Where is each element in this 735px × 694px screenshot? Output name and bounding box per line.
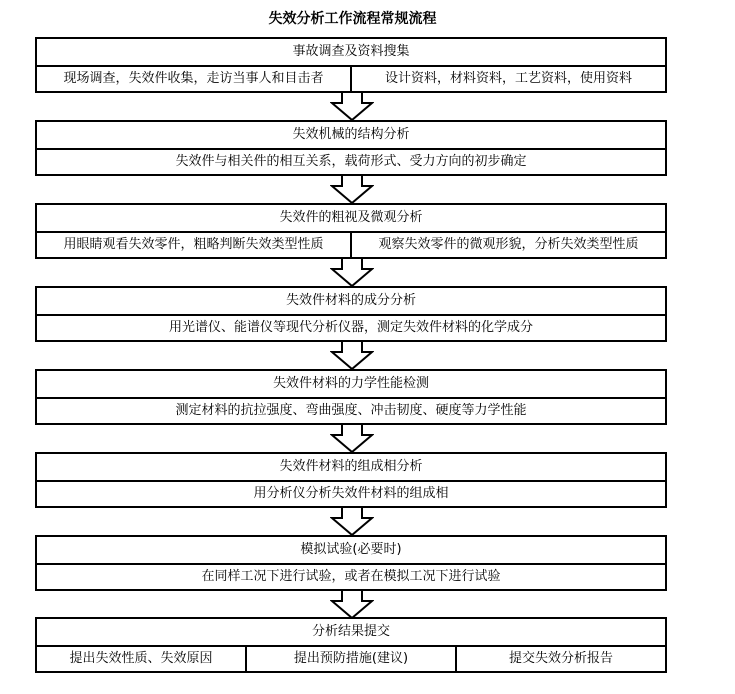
stage-detail: 提出预防措施(建议) — [245, 647, 455, 671]
stage-detail: 用光谱仪、能谱仪等现代分析仪器，测定失效件材料的化学成分 — [168, 320, 533, 335]
stage-detail-row — [37, 150, 665, 174]
stage-heading: 失效机械的结构分析 — [37, 122, 665, 150]
stage-heading: 模拟试验(必要时) — [37, 537, 665, 565]
stage-detail-row — [37, 316, 665, 340]
down-arrow-icon — [330, 506, 374, 536]
down-arrow-icon — [330, 257, 374, 287]
stage-detail-row — [37, 482, 665, 506]
stage-simulation-test — [35, 535, 667, 591]
down-arrow-icon — [330, 423, 374, 453]
stage-detail: 在同样工况下进行试验，或者在模拟工况下进行试验 — [201, 569, 501, 584]
stage-detail-row — [37, 233, 665, 257]
stage-macro-micro-analysis — [35, 203, 667, 259]
stage-heading: 失效件材料的成分分析 — [37, 288, 665, 316]
stage-detail-row — [37, 399, 665, 423]
stage-result-submission — [35, 617, 667, 673]
stage-heading: 失效件材料的力学性能检测 — [37, 371, 665, 399]
stage-detail-row — [37, 67, 665, 91]
stage-detail-row — [37, 565, 665, 589]
stage-detail: 测定材料的抗拉强度、弯曲强度、冲击韧度、硬度等力学性能 — [175, 403, 527, 418]
down-arrow-icon — [330, 589, 374, 619]
stage-detail: 用分析仪分析失效件材料的组成相 — [253, 486, 449, 501]
stage-detail: 失效件与相关件的相互关系，载荷形式、受力方向的初步确定 — [175, 154, 527, 169]
stage-mechanical-testing — [35, 369, 667, 425]
stage-heading: 分析结果提交 — [37, 619, 665, 647]
stage-heading: 失效件材料的组成相分析 — [37, 454, 665, 482]
stage-detail: 用眼睛观看失效零件，粗略判断失效类型性质 — [63, 237, 324, 252]
down-arrow-icon — [330, 91, 374, 121]
stage-composition-analysis — [35, 286, 667, 342]
stage-detail-row — [37, 647, 665, 671]
stage-investigation — [35, 37, 667, 93]
stage-detail: 提出失效性质、失效原因 — [69, 651, 213, 666]
stage-detail: 设计资料，材料资料，工艺资料，使用资料 — [350, 67, 665, 91]
stage-phase-analysis — [35, 452, 667, 508]
stage-heading: 失效件的粗视及微观分析 — [37, 205, 665, 233]
stage-detail: 现场调查，失效件收集，走访当事人和目击者 — [63, 71, 324, 86]
stage-heading: 事故调查及资料搜集 — [37, 39, 665, 67]
stage-structure-analysis — [35, 120, 667, 176]
down-arrow-icon — [330, 340, 374, 370]
stage-detail: 观察失效零件的微观形貌，分析失效类型性质 — [350, 233, 665, 257]
stage-detail: 提交失效分析报告 — [455, 647, 665, 671]
flowchart-title: 失效分析工作流程常规流程 — [268, 11, 437, 27]
down-arrow-icon — [330, 174, 374, 204]
